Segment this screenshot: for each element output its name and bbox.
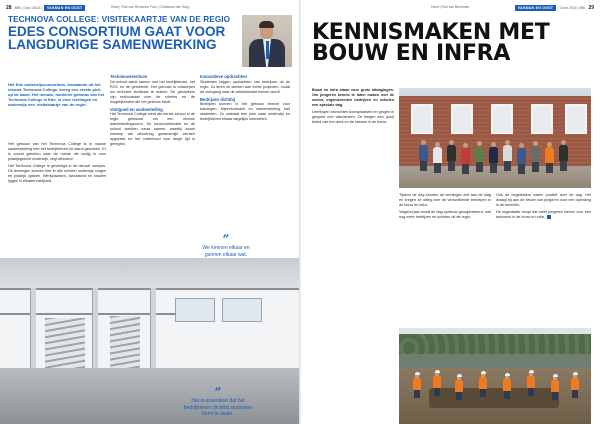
article-headline: EDES CONSORTIUM GAAT VOOR LANGDURIGE SAMENWERKING (8, 24, 226, 52)
paragraph: Studenten krijgen opdrachten van bedrijven uit de regio. Zo leren ze werken aan echte projecten, zodat de overgang naar de arbeidsmarkt kleiner wordt. (200, 79, 290, 94)
paragraph: Leerlingen bezochten bouwplaatsen en gingen in gesprek met vakmensen. Ze kregen een goed beeld van het werk en de kansen in de bouw. (312, 110, 394, 124)
body-column-1 (312, 88, 394, 127)
worksite-photo (399, 328, 591, 424)
article-headline: KENNISMAKEN MET BOUW EN INFRA (312, 20, 550, 66)
open-quote-icon: “ (222, 232, 230, 246)
paragraph: Volgend jaar wordt de dag opnieuw georganiseerd, met nog meer bedrijven en scholen uit de regio. (399, 210, 491, 219)
paragraph: Het Technova College is gevestigd in de nieuwe campus. De leerlingen kunnen hier in alle ruimten onderwijs volgen en praktijk opdoen. Werkplaatsen, laboratoria en lokalen liggen in elkaars nabijheid. (8, 164, 106, 183)
folio-meta: | Oost 2018 | BBI (558, 6, 586, 10)
subheading: Vastgoed en aanbesteding (110, 106, 163, 112)
paragraph: Bedrijven kunnen in het gebouw terecht voor trainingen, bijeenkomsten en samenwerking met studenten. Zo ontstaat een plek waar onderwijs en bedrijfsleven elkaar dagelijks ontmoeten. (200, 102, 290, 121)
portrait-photo (242, 15, 292, 67)
paragraph-text: De organisatie hoopt dat meer jongeren kiezen voor een toekomst in de bouw en infra. (496, 210, 591, 219)
lead-paragraph: Bouw en infra staan voor grote uitdagingen. Om jongeren kennis te laten maken met de sector, organiseerden bedrijven en scholen een speciale dag. (312, 88, 394, 107)
left-folio (6, 4, 294, 12)
pull-quote-text: Het is essentieel dat het bedrijfsleven dichtbij studenten komt te staan. (183, 398, 253, 418)
credits: Tekst | Rob van Blommek Foto | Christiaan den Burg (110, 5, 190, 9)
section-tag: VAKMAN EN OOST (44, 5, 85, 11)
body-column-2 (399, 193, 491, 222)
pull-quote-text: We kennen elkaar en gunnen elkaar wat. (202, 245, 250, 258)
subheading: Technieuwsenhuis (110, 74, 148, 79)
lead-paragraph: Het Ede onderwijsconsortium, bestaande uit het nieuwe Technova College, kreeg een eerste plek op de kaart. Het nieuwe, moderne gebouw van het Technova College in Ede, is voor leerlingen en onderwijs een 'visitekaartje van de regio'. (8, 82, 105, 108)
body-column-2 (110, 74, 195, 149)
page-number: 28 (6, 5, 12, 11)
paragraph: Het gebouw van het Technova College is in nauwe samenwerking met het bedrijfsleven tot stand gekomen. Er is vooral gekeken naar de ruimte die nodig is voor praktijkgericht onderwijs, zegt directeur. (8, 142, 106, 161)
section-tag: VAKMAN EN OOST (515, 5, 556, 11)
subheading: Bedrijven dichtbij (200, 96, 236, 102)
group-photo (399, 88, 591, 188)
subheading: Innovatieve opdrachten (200, 74, 248, 79)
open-quote-icon: “ (214, 385, 222, 399)
right-page (300, 0, 600, 424)
folio-meta: BBI | Oost 2018 | (14, 6, 42, 10)
body-column-3 (200, 74, 290, 124)
paragraph (496, 210, 591, 220)
body-column-1 (8, 142, 106, 186)
end-mark-icon (547, 215, 551, 219)
credits: Tekst | Rob van Blommek (430, 5, 470, 9)
paragraph: Tijdens de dag konden de leerlingen zelf aan de slag en kregen ze uitleg over de verschillende beroepen in de bouw en infra. (399, 193, 491, 207)
page-number: 29 (588, 5, 594, 11)
right-folio (306, 4, 594, 12)
kicker: TECHNOVA COLLEGE: VISITEKAARTJE VAN DE REGIO (8, 15, 231, 24)
pull-quote (178, 385, 258, 418)
paragraph: Het Technova College werd als eerste school in de regio gebouwd via een nieuwe aanbestedingsvorm. De bouwcombinatie en de school werkten nauw samen, waarbij zowel ontwerp als uitvoering gezamenlijk werden opgepakt en het onderhoud voor lange tijd is geregeld. (110, 112, 195, 146)
paragraph: Ook de begeleiders waren positief over de dag. Het draagt bij aan de keuze van jongeren voor een opleiding in de techniek. (496, 193, 591, 207)
paragraph: De school werkt samen met het bedrijfsleven, het ROC en de gemeente. Het gebouw is ontworpen om techniek zichtbaar te maken. De gebruikers zijn enthousiast over de ruimtes en de mogelijkheden die het gebouw biedt. (110, 79, 195, 104)
pull-quote (195, 232, 257, 258)
body-column-3 (496, 193, 591, 222)
